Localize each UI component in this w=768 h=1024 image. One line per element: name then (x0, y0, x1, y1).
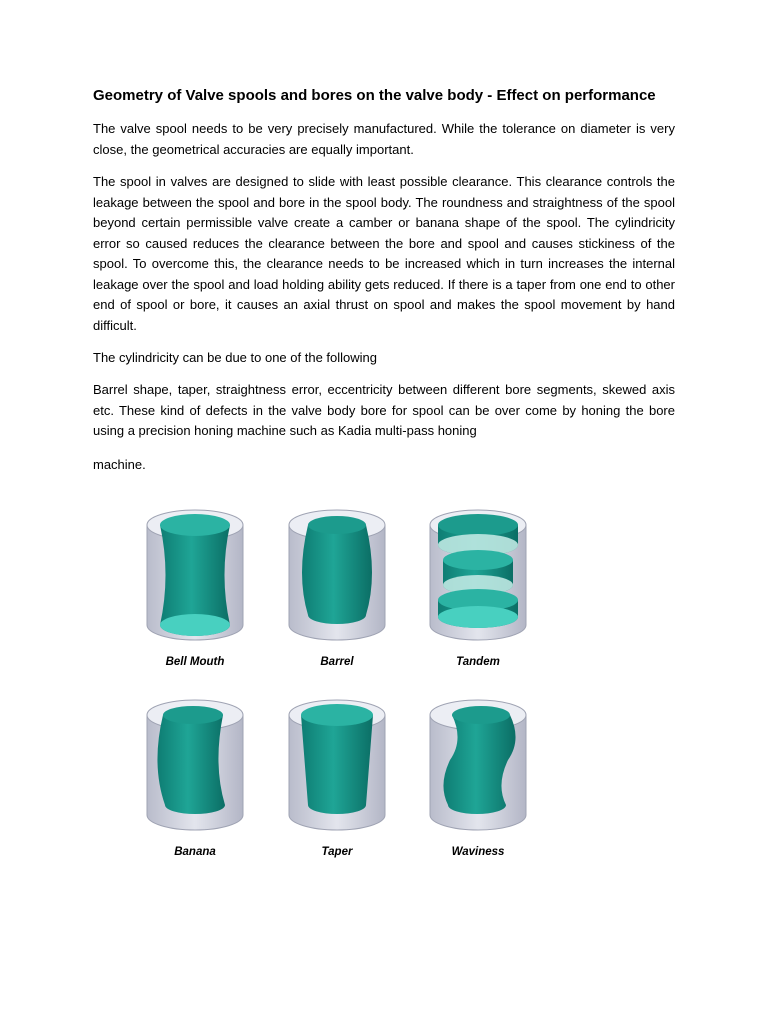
figure-banana (141, 695, 249, 870)
figure-bell-mouth (141, 505, 249, 680)
figure-tandem (424, 505, 532, 680)
bell-mouth-illustration (141, 505, 249, 650)
figure-taper (283, 695, 391, 870)
figure-barrel (283, 505, 391, 680)
caption-waviness: Waviness (451, 846, 505, 858)
document-heading: Geometry of Valve spools and bores on the valve body - Effect on performance (93, 87, 656, 104)
paragraph-clearance: The spool in valves are designed to slide with least possible clearance. This clearance controls the leakage between the spool and bore in the spool body. The roundness and straightness of the spool beyond certain permissible valve create a camber or banana shape of the spool. The cylindricity error so caused reduces the clearance between the bore and spool and causes stickiness of the spool. To overcome this, the clearance needs to be increased which in turn increases the internal leakage over the spool and load holding ability gets reduced. If there is a taper from one end to other end of spool or bore, it causes an axial thrust on spool and makes the spool movement by hand difficult. (93, 174, 675, 333)
caption-bell-mouth: Bell Mouth (165, 656, 225, 668)
waviness-illustration (424, 695, 532, 840)
paragraph-defects-end: machine. (93, 457, 146, 472)
taper-illustration (283, 695, 391, 840)
caption-taper: Taper (321, 846, 353, 858)
tandem-illustration (424, 505, 532, 650)
figure-waviness (424, 695, 532, 870)
barrel-illustration (283, 505, 391, 650)
caption-tandem: Tandem (456, 656, 500, 668)
bore-geometry-figures (140, 505, 540, 875)
paragraph-defects: Barrel shape, taper, straightness error, eccentricity between different bore segments, skewed axis etc. These kind of defects in the valve body bore for spool can be over come by honing the bore using a precision honing machine such as Kadia multi-pass honing (93, 382, 675, 438)
paragraph-intro: The valve spool needs to be very precisely manufactured. While the tolerance on diameter is very close, the geometrical accuracies are equally important. (93, 121, 675, 157)
banana-illustration (141, 695, 249, 840)
caption-banana: Banana (174, 846, 216, 858)
paragraph-cylindricity-intro: The cylindricity can be due to one of the following (93, 350, 378, 365)
caption-barrel: Barrel (320, 656, 354, 668)
